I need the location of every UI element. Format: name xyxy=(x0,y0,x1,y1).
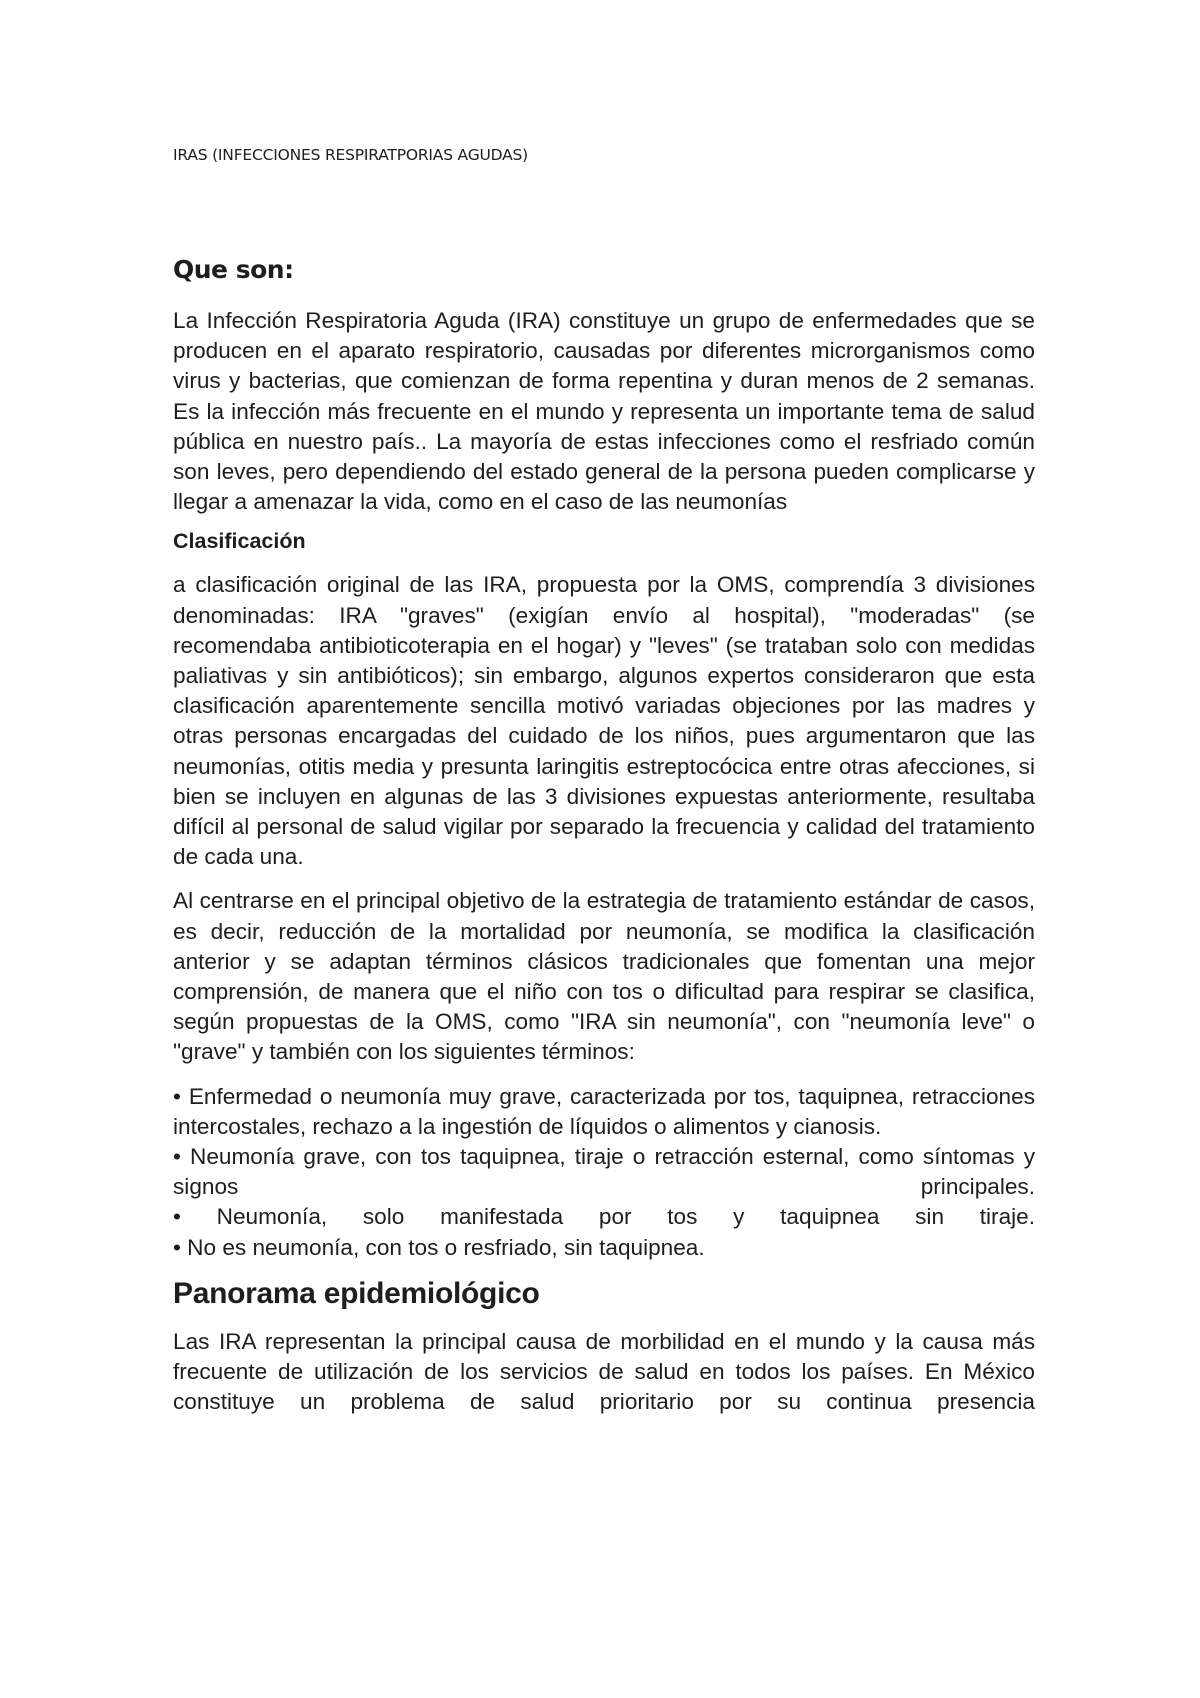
document-body xyxy=(173,306,1035,1418)
heading-clasificacion: Clasificación xyxy=(173,529,306,554)
list-item: • Enfermedad o neumonía muy grave, caracterizada por tos, taquipnea, retracciones intercostales, rechazo a la ingestión de líquidos o alimentos y cianosis. xyxy=(173,1083,1035,1139)
heading-que-son: Que son: xyxy=(173,255,294,284)
list-item: • Neumonía grave, con tos taquipnea, tiraje o retracción esternal, como síntomas y signos principales. xyxy=(173,1144,1035,1200)
paragraph-panorama: Las IRA representan la principal causa de morbilidad en el mundo y la causa más frecuente de utilización de los servicios de salud en todos los países. En México constituye un problema de salud prioritario por su continua presencia xyxy=(173,1328,1035,1415)
paragraph-clasificacion-oms: Al centrarse en el principal objetivo de la estrategia de tratamiento estándar de casos, es decir, reducción de la mortalidad por neumonía, se modifica la clasificación anterior y se adaptan términos clásicos tradicionales que fomentan una mejor comprensión, de manera que el niño con tos o dificultad para respirar se clasifica, según propuestas de la OMS, como "IRA sin neumonía", con "neumonía leve" o "grave" y también con los siguientes términos: xyxy=(173,888,1035,1065)
document-title: IRAS (INFECCIONES RESPIRATPORIAS AGUDAS) xyxy=(173,146,529,164)
list-item: • No es neumonía, con tos o resfriado, sin taquipnea. xyxy=(173,1234,705,1260)
list-item: • Neumonía, solo manifestada por tos y taquipnea sin tiraje. xyxy=(173,1204,1035,1230)
paragraph-que-son: La Infección Respiratoria Aguda (IRA) constituye un grupo de enfermedades que se producen en el aparato respiratorio, causadas por diferentes microrganismos como virus y bacterias, que comienzan de forma repentina y duran menos de 2 semanas. Es la infección más frecuente en el mundo y representa un importante tema de salud pública en nuestro país.. La mayoría de estas infecciones como el resfriado común son leves, pero dependiendo del estado general de la persona pueden complicarse y llegar a amenazar la vida, como en el caso de las neumonías xyxy=(173,308,1035,515)
classification-list xyxy=(173,1082,1035,1263)
paragraph-clasificacion-original: a clasificación original de las IRA, propuesta por la OMS, comprendía 3 divisiones denominadas: IRA "graves" (exigían envío al hospital), "moderadas" (se recomendaba antibioticoterapia en el hogar) y "leves" (se trataban solo con medidas paliativas y sin antibióticos); sin embargo, algunos expertos consideraron que esta clasificación aparentemente sencilla motivó variadas objeciones por las madres y otras personas encargadas del cuidado de los niños, pues argumentaron que las neumonías, otitis media y presunta laringitis estreptocócica entre otras afecciones, si bien se incluyen en algunas de las 3 divisiones expuestas anteriormente, resultaba difícil al personal de salud vigilar por separado la frecuencia y calidad del tratamiento de cada una. xyxy=(173,572,1035,870)
heading-panorama: Panorama epidemiológico xyxy=(173,1276,540,1310)
